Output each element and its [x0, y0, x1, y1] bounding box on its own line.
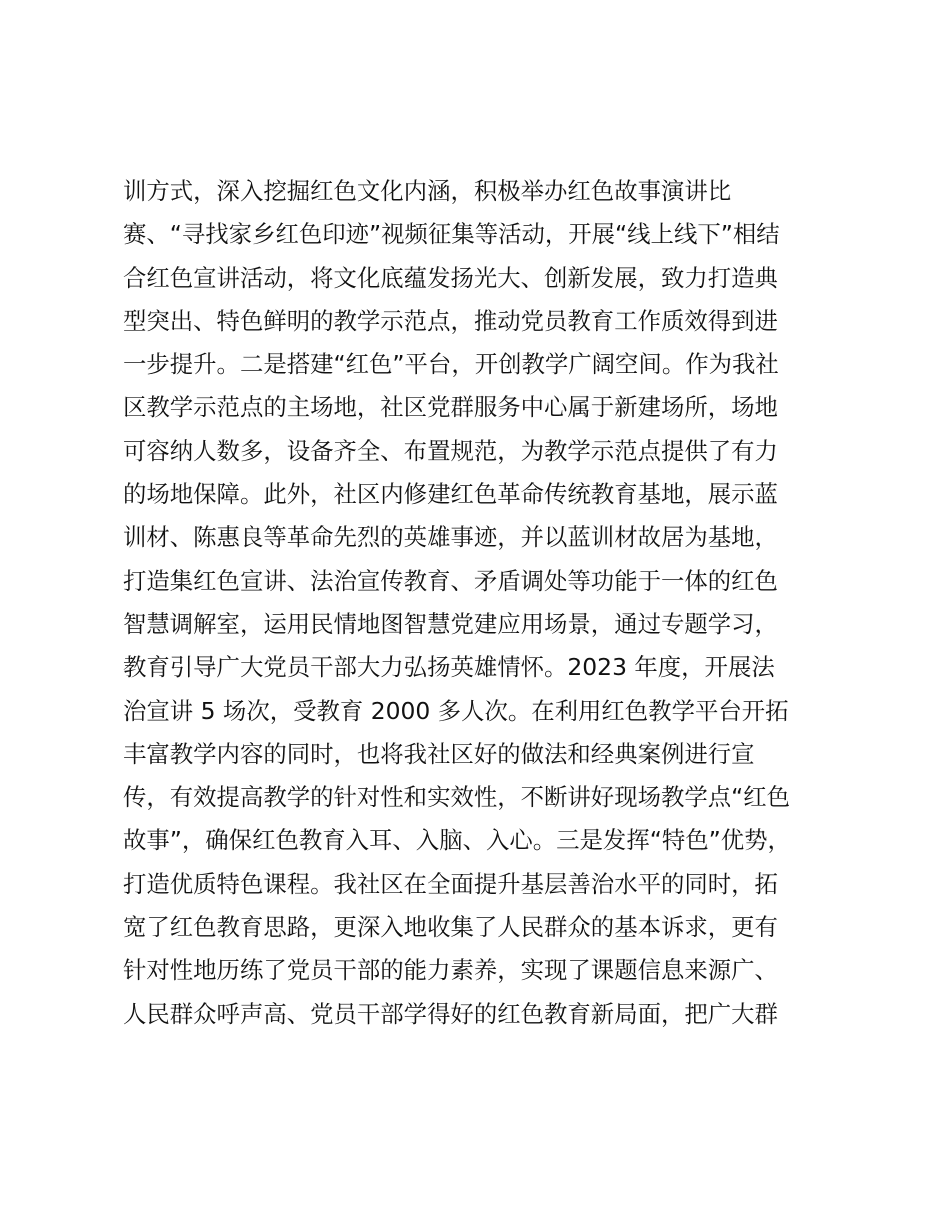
text-line: 针对性地历练了党员干部的能力素养，实现了课题信息来源广、	[123, 956, 778, 985]
text-line: 区教学示范点的主场地，社区党群服务中心属于新建场所，场地	[123, 393, 778, 422]
text-line: 的场地保障。此外，社区内修建红色革命传统教育基地，展示蓝	[123, 480, 778, 509]
text-line: 赛、“寻找家乡红色印迹”视频征集等活动，开展“线上线下”相结	[123, 220, 780, 249]
text-line: 打造优质特色课程。我社区在全面提升基层善治水平的同时，拓	[123, 869, 778, 898]
text-line: 智慧调解室，运用民情地图智慧党建应用场景，通过专题学习，	[123, 609, 778, 638]
body-paragraph	[123, 170, 843, 1036]
text-line: 型突出、特色鲜明的教学示范点，推动党员教育工作质效得到进	[123, 306, 778, 335]
text-line: 训方式，深入挖掘红色文化内涵，积极举办红色故事演讲比	[123, 177, 732, 205]
text-line: 一步提升。二是搭建“红色”平台，开创教学广阔空间。作为我社	[123, 350, 779, 379]
text-line: 宽了红色教育思路，更深入地收集了人民群众的基本诉求，更有	[123, 913, 778, 942]
text-line: 训材、陈惠良等革命先烈的英雄事迹，并以蓝训材故居为基地，	[123, 523, 778, 552]
text-line: 治宣讲 5 场次，受教育 2000 多人次。在利用红色教学平台开拓	[123, 696, 789, 725]
text-line: 教育引导广大党员干部大力弘扬英雄情怀。2023 年度，开展法	[123, 653, 775, 682]
text-line: 人民群众呼声高、党员干部学得好的红色教育新局面，把广大群	[123, 999, 778, 1028]
text-line: 故事”，确保红色教育入耳、入脑、入心。三是发挥“特色”优势，	[123, 826, 791, 855]
text-line: 可容纳人数多，设备齐全、布置规范，为教学示范点提供了有力	[123, 436, 778, 465]
text-line: 合红色宣讲活动，将文化底蕴发扬光大、创新发展，致力打造典	[123, 263, 778, 292]
text-line: 传，有效提高教学的针对性和实效性，不断讲好现场教学点“红色	[123, 783, 791, 812]
text-line: 打造集红色宣讲、法治宣传教育、矛盾调处等功能于一体的红色	[123, 566, 778, 595]
text-line: 丰富教学内容的同时，也将我社区好的做法和经典案例进行宣	[123, 739, 755, 768]
